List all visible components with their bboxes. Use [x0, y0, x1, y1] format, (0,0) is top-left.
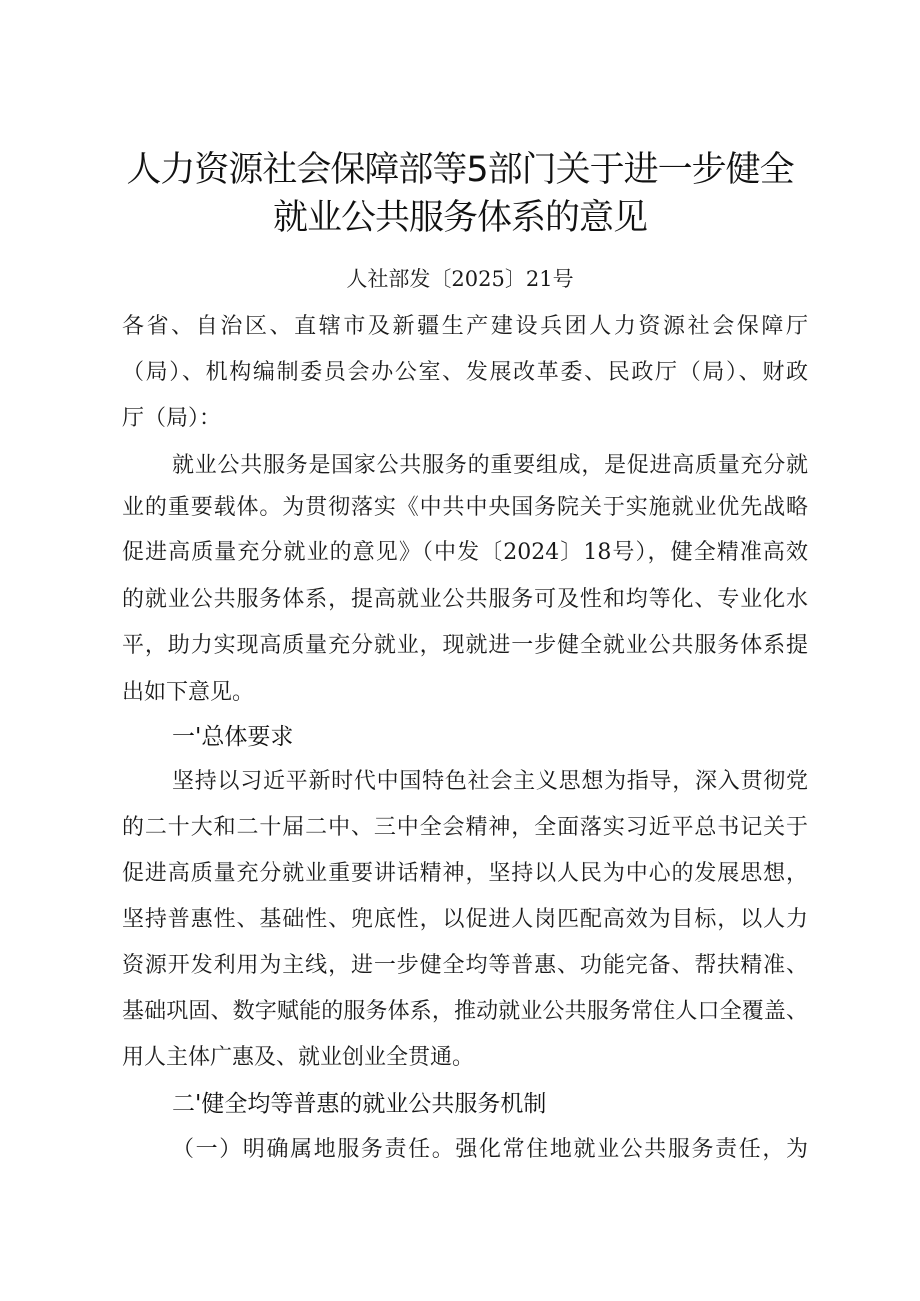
paragraph-line: 用人主体广惠及、就业创业全贯通。 — [122, 1045, 475, 1070]
paragraph-line: 的就业公共服务体系，提高就业公共服务可及性和均等化、专业化水 — [122, 587, 808, 612]
document-number: 人社部发〔2025〕21号 — [346, 267, 574, 291]
section-heading: 二'健全均等普惠的就业公共服务机制 — [172, 1091, 547, 1117]
paragraph-line: 平，助力实现高质量充分就业，现就进一步健全就业公共服务体系提 — [122, 633, 808, 658]
paragraph-line: 坚持以习近平新时代中国特色社会主义思想为指导，深入贯彻党 — [172, 769, 808, 794]
paragraph-line: 促进高质量充分就业的意见》（中发〔2024〕18号），健全精准高效 — [122, 540, 808, 565]
paragraph-line: 业的重要载体。为贯彻落实《中共中央国务院关于实施就业优先战略 — [122, 495, 808, 520]
section-heading: 一'总体要求 — [172, 724, 294, 750]
addressee-line: 各省、自治区、直辖市及新疆生产建设兵团人力资源社会保障厅 — [122, 314, 808, 339]
addressee-line: 厅（局）： — [122, 406, 222, 431]
document-title-line-1: 人力资源社会保障部等5部门关于进一步健全 — [126, 150, 794, 190]
document-title-line-2: 就业公共服务体系的意见 — [272, 198, 647, 238]
paragraph-line: 基础巩固、数字赋能的服务体系，推动就业公共服务常住人口全覆盖、 — [122, 999, 808, 1024]
paragraph-line: 出如下意见。 — [122, 680, 255, 705]
paragraph-line: 促进高质量充分就业重要讲话精神，坚持以人民为中心的发展思想， — [122, 861, 808, 886]
paragraph-line: 坚持普惠性、基础性、兜底性，以促进人岗匹配高效为目标，以人力 — [122, 907, 808, 932]
paragraph-line: 就业公共服务是国家公共服务的重要组成，是促进高质量充分就 — [172, 453, 808, 478]
paragraph-line: 的二十大和二十届二中、三中全会精神，全面落实习近平总书记关于 — [122, 815, 808, 840]
addressee-line: （局）、机构编制委员会办公室、发展改革委、民政厅（局）、财政 — [122, 360, 808, 385]
paragraph-line: 资源开发利用为主线，进一步健全均等普惠、功能完备、帮扶精准、 — [122, 953, 808, 978]
paragraph-line: （一）明确属地服务责任。强化常住地就业公共服务责任，为 — [172, 1137, 808, 1162]
